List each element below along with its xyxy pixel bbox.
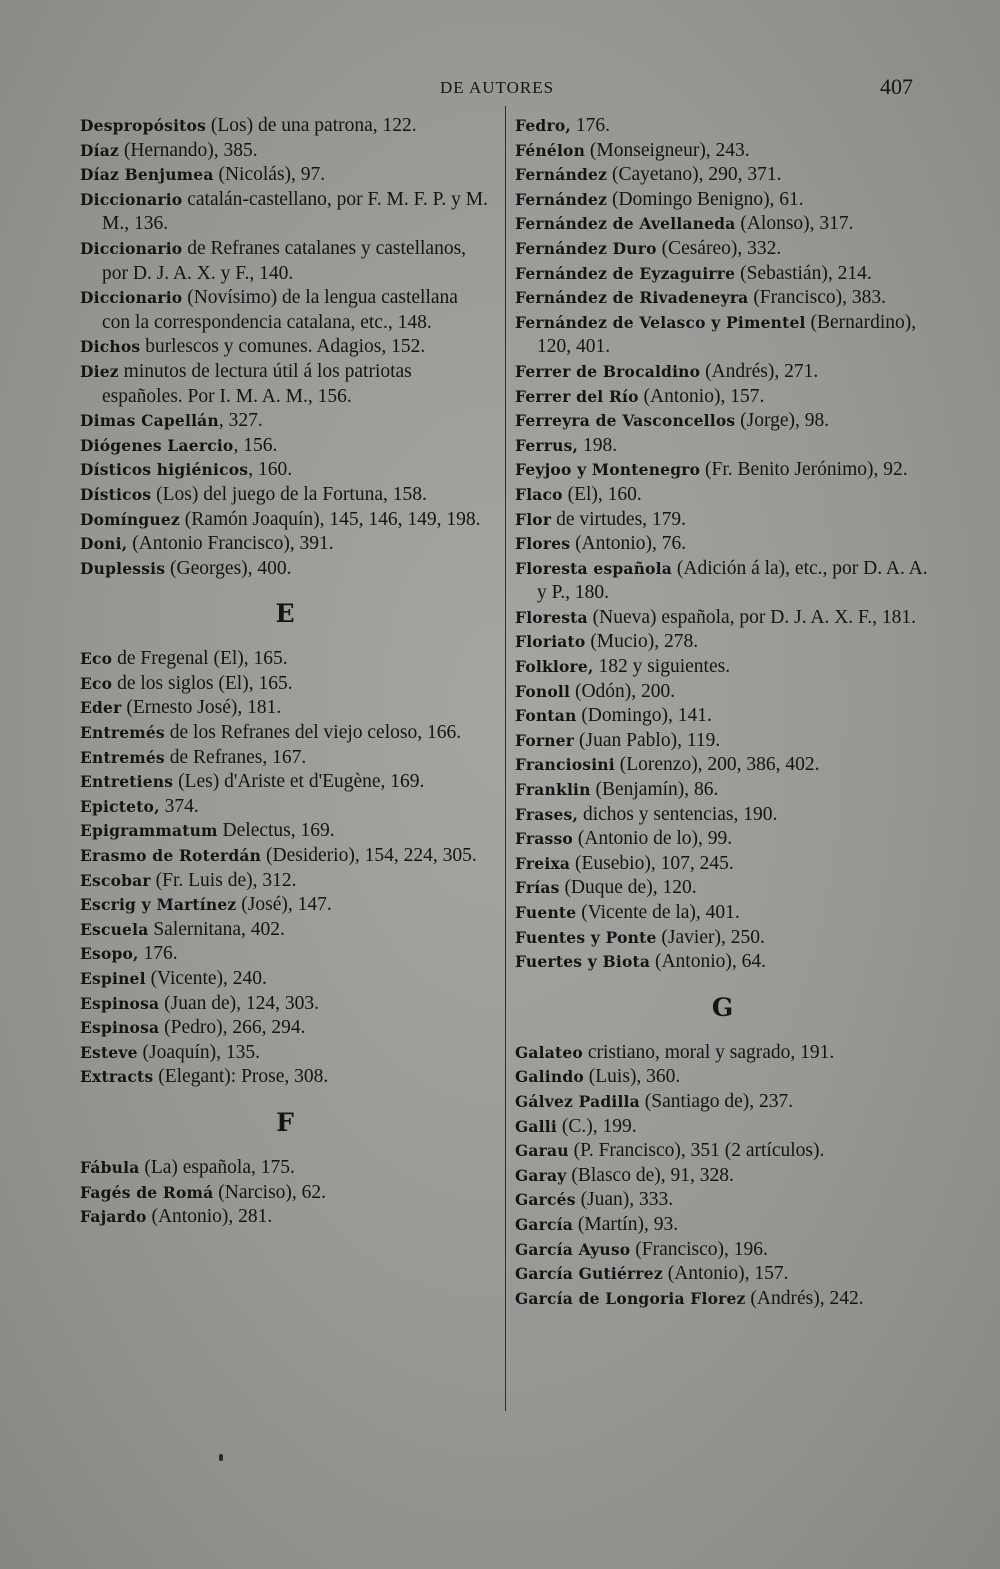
index-entry (80, 532, 490, 557)
index-entry (80, 335, 490, 360)
column-divider (505, 106, 506, 1411)
entry-heading: Dísticos higiénicos (80, 460, 249, 480)
entry-text: (Francisco), 196. (630, 1238, 768, 1260)
entry-text: burlescos y comunes. Adagios, 152. (140, 336, 426, 358)
index-entry (515, 901, 930, 926)
index-entry (515, 1287, 930, 1312)
entry-text: (Ramón Joaquín), 145, 146, 149, 198. (179, 508, 481, 530)
index-entry (80, 139, 490, 164)
index-entry (515, 1262, 930, 1287)
entry-text: de los siglos (El), 165. (112, 672, 293, 694)
entry-heading: Fuentes y Ponte (515, 927, 657, 947)
entry-text: 198. (578, 434, 618, 456)
index-entry (80, 819, 490, 844)
entry-heading: Dichos (80, 337, 141, 357)
index-entry (80, 1065, 490, 1090)
entry-heading: Ferreyra de Vasconcellos (515, 411, 736, 431)
index-entry (515, 926, 930, 951)
entry-heading: Floresta española (515, 558, 672, 578)
entry-heading: Fontan (515, 706, 577, 726)
entry-heading: Fábula (80, 1157, 140, 1177)
index-entry (515, 876, 930, 901)
page-number: 407 (880, 74, 913, 99)
entry-text: (Jorge), 98. (735, 410, 830, 432)
entry-heading: Epigrammatum (80, 821, 218, 841)
entry-heading: Freixa (515, 853, 571, 873)
entry-heading: Floresta (515, 607, 588, 627)
entry-heading: Garcés (515, 1190, 576, 1210)
entry-heading: Despropósitos (80, 116, 206, 135)
entry-heading: Entretiens (80, 772, 174, 792)
entry-heading: García Gutiérrez (515, 1264, 663, 1284)
running-title: DE AUTORES (440, 78, 555, 97)
index-entry (80, 483, 490, 508)
index-entry (515, 508, 930, 533)
entry-text: de Fregenal (El), 165. (112, 648, 288, 670)
index-entry (515, 360, 930, 385)
index-entry (515, 458, 930, 483)
entry-text: (Antonio), 76. (570, 533, 687, 555)
entry-heading: Escobar (80, 870, 151, 890)
entry-text: (Joaquín), 135. (137, 1041, 261, 1063)
index-entry (515, 262, 930, 287)
entry-heading: Diez (80, 361, 119, 381)
entry-heading: Forner (515, 730, 575, 750)
entry-text: (Vicente de la), 401. (576, 902, 740, 923)
entry-text: (Domingo), 141. (576, 705, 712, 727)
left-column (80, 114, 490, 1230)
entry-text: minutos de lectura útil á los patriotas españoles. Por I. M. A. M., 156. (102, 360, 412, 407)
ink-speck (219, 1454, 223, 1461)
entry-heading: Folklore, (515, 657, 594, 677)
index-entry (80, 795, 490, 820)
entry-text: (Eusebio), 107, 245. (570, 852, 734, 874)
index-entry (515, 532, 930, 557)
entry-heading: Fernández de Rivadeneyra (515, 288, 749, 308)
entry-heading: Fuente (515, 903, 577, 922)
entry-text: Delectus, 169. (217, 820, 335, 842)
entry-heading: Garay (515, 1165, 567, 1185)
entry-heading: Eco (80, 649, 113, 669)
entry-text: (C.), 199. (556, 1115, 637, 1137)
index-entry (515, 655, 930, 680)
entry-text: catalán-castellano, por F. M. F. P. y M. M., 136. (102, 188, 488, 235)
entry-heading: Ferrer del Río (515, 386, 639, 406)
index-entry (515, 1139, 930, 1164)
entry-text: (Fr. Benito Jerónimo), 92. (700, 459, 908, 481)
entry-text: (Andrés), 242. (745, 1287, 864, 1309)
index-entry (515, 188, 930, 213)
entry-text: (Javier), 250. (656, 926, 765, 948)
entry-text: , 327. (218, 410, 263, 432)
entry-heading: Fernández de Avellaneda (515, 214, 736, 234)
entry-heading: Duplessis (80, 558, 166, 578)
entry-text: (Georges), 400. (165, 557, 292, 579)
entry-heading: Fernández de Eyzaguirre (515, 263, 736, 283)
entry-heading: Frasso (515, 829, 573, 849)
entry-heading: Frías (515, 878, 560, 898)
entry-text: cristiano, moral y sagrado, 191. (582, 1041, 835, 1063)
entry-heading: Galindo (515, 1067, 584, 1087)
entry-heading: Fernández de Velasco y Pimentel (515, 312, 806, 332)
index-entry (515, 483, 930, 508)
index-entry (515, 606, 930, 631)
entry-heading: Diccionario (80, 189, 183, 209)
entry-heading: Flores (515, 534, 571, 554)
index-entry (80, 557, 490, 582)
entry-text: (Mucio), 278. (585, 631, 699, 653)
entry-text: de Refranes, 167. (164, 746, 307, 768)
entry-text: , 156. (233, 434, 278, 456)
entry-text: (Elegant): Prose, 308. (153, 1066, 329, 1088)
entry-heading: Fernández (515, 189, 608, 209)
entry-heading: Ferrus, (515, 435, 579, 455)
index-entry (80, 1041, 490, 1066)
entry-heading: Eco (80, 673, 113, 693)
entry-heading: García Ayuso (515, 1239, 631, 1259)
entry-text: (Antonio), 64. (650, 951, 767, 973)
entry-text: (Juan de), 124, 303. (159, 992, 320, 1014)
index-entry (515, 385, 930, 410)
entry-heading: Fagés de Romá (80, 1182, 214, 1202)
index-entry (515, 286, 930, 311)
right-column (515, 114, 930, 1311)
entry-heading: Frases, (515, 804, 579, 824)
entry-text: (Juan Pablo), 119. (574, 729, 721, 751)
index-entry (515, 311, 930, 360)
index-entry (80, 967, 490, 992)
entry-text: (Fr. Luis de), 312. (150, 869, 297, 891)
entry-text: (José), 147. (236, 894, 332, 916)
entry-text: (El), 160. (562, 483, 642, 505)
entry-text: , 160. (248, 459, 293, 481)
entry-heading: Esopo, (80, 944, 139, 964)
entry-text: (Sebastián), 214. (735, 262, 872, 284)
entry-text: (Novísimo) de la lengua castellana con la correspondencia catalana, etc., 148. (102, 287, 458, 333)
entry-text: (Vicente), 240. (145, 968, 267, 989)
index-entry (515, 803, 930, 828)
entry-text: 182 y siguientes. (593, 656, 731, 678)
index-entry (515, 680, 930, 705)
entry-text: (Antonio), 157. (662, 1263, 789, 1285)
entry-text: (Hernando), 385. (118, 139, 258, 161)
index-entry (80, 114, 490, 139)
entry-text: (Benjamín), 86. (590, 779, 719, 801)
entry-heading: Escrig y Martínez (80, 895, 237, 915)
entry-heading: Feyjoo y Montenegro (515, 460, 701, 480)
entry-text: (Antonio), 157. (638, 385, 765, 407)
index-entry (80, 672, 490, 697)
entry-heading: Franciosini (515, 755, 615, 775)
index-entry (515, 704, 930, 729)
entry-text: (Blasco de), 91, 328. (566, 1164, 734, 1186)
entry-text: (Los) de una patrona, 122. (206, 115, 417, 136)
index-entry (80, 721, 490, 746)
index-entry (515, 753, 930, 778)
entry-heading: Doni, (80, 534, 128, 554)
entry-heading: Fénélon (515, 140, 586, 160)
entry-text: (Juan), 333. (575, 1189, 674, 1211)
index-entry (515, 237, 930, 262)
entry-text: (La) española, 175. (139, 1156, 295, 1178)
index-entry (80, 770, 490, 795)
index-entry (515, 852, 930, 877)
index-entry (80, 434, 490, 459)
index-entry (80, 992, 490, 1017)
index-entry (515, 409, 930, 434)
entry-text: (P. Francisco), 351 (2 artículos). (568, 1140, 825, 1162)
entry-text: (Cayetano), 290, 371. (607, 164, 782, 186)
entry-heading: Galli (515, 1116, 557, 1136)
entry-heading: Flaco (515, 484, 563, 504)
index-entry (515, 163, 930, 188)
page-header (0, 74, 1000, 104)
entry-heading: Espinel (80, 969, 146, 988)
section-letter: E (275, 599, 295, 629)
entry-heading: Esteve (80, 1042, 138, 1062)
index-entry (80, 942, 490, 967)
entry-heading: Garau (515, 1141, 569, 1161)
entry-heading: Escuela (80, 919, 149, 939)
entry-text: (Francisco), 383. (748, 287, 886, 309)
index-entry (515, 729, 930, 754)
index-entry (515, 1213, 930, 1238)
index-entry (80, 409, 490, 434)
entry-heading: Eder (80, 698, 122, 718)
entry-heading: García de Longoria Florez (515, 1288, 746, 1308)
entry-heading: Diccionario (80, 238, 183, 258)
index-entry (80, 696, 490, 721)
entry-heading: Díaz (80, 140, 119, 160)
index-entry (515, 212, 930, 237)
index-entry (80, 508, 490, 533)
entry-heading: Erasmo de Roterdán (80, 846, 262, 866)
entry-heading: Fajardo (80, 1207, 147, 1227)
entry-text: (Luis), 360. (583, 1066, 681, 1088)
entry-heading: Galateo (515, 1042, 583, 1062)
index-entry (80, 1156, 490, 1181)
entry-text: 176. (138, 943, 178, 965)
index-entry (80, 1205, 490, 1230)
entry-text: (Santiago de), 237. (639, 1090, 794, 1112)
entry-heading: García (515, 1214, 574, 1234)
entry-text: (Adición á la), etc., por D. A. A. y P., 180. (537, 557, 928, 604)
entry-text: (Cesáreo), 332. (656, 237, 782, 259)
entry-text: (Desiderio), 154, 224, 305. (261, 845, 477, 867)
entry-text: (Los) del juego de la Fortuna, 158. (151, 483, 427, 505)
entry-text: (Duque de), 120. (559, 877, 697, 899)
index-entry (80, 647, 490, 672)
index-entry (80, 237, 490, 286)
entry-text: (Monseigneur), 243. (585, 139, 750, 161)
section-letter: F (276, 1107, 294, 1137)
entry-heading: Fedro, (515, 116, 571, 135)
index-entry (80, 188, 490, 237)
index-entry (80, 458, 490, 483)
entry-heading: Extracts (80, 1067, 154, 1087)
entry-text: (Nueva) española, por D. J. A. X. F., 181. (587, 606, 917, 628)
entry-text: 374. (159, 795, 199, 817)
entry-heading: Espinosa (80, 993, 160, 1013)
entry-heading: Franklin (515, 780, 591, 800)
entry-heading: Fonoll (515, 681, 571, 701)
entry-text: (Lorenzo), 200, 386, 402. (614, 754, 820, 776)
index-entry (80, 360, 490, 409)
entry-text: (Ernesto José), 181. (121, 697, 282, 719)
index-entry (515, 1041, 930, 1066)
entry-text: de virtudes, 179. (551, 508, 687, 530)
index-entry (515, 557, 930, 606)
entry-heading: Gálvez Padilla (515, 1091, 640, 1111)
index-entry (515, 778, 930, 803)
entry-text: (Odón), 200. (570, 680, 676, 702)
entry-text: (Domingo Benigno), 61. (607, 188, 804, 210)
entry-text: (Bernardino), 120, 401. (537, 311, 917, 358)
entry-text: (Martín), 93. (573, 1213, 679, 1235)
index-entry (80, 163, 490, 188)
entry-text: de los Refranes del viejo celoso, 166. (164, 722, 462, 744)
index-entry (515, 434, 930, 459)
index-entry (515, 1115, 930, 1140)
index-entry (80, 286, 490, 335)
index-entry (80, 1181, 490, 1206)
entry-text: (Pedro), 266, 294. (159, 1017, 306, 1039)
entry-text: (Nicolás), 97. (213, 164, 326, 186)
entry-text: Salernitana, 402. (148, 918, 285, 940)
entry-heading: Diccionario (80, 288, 183, 308)
entry-text: (Narciso), 62. (213, 1181, 327, 1203)
entry-heading: Entremés (80, 723, 165, 743)
entry-heading: Dimas Capellán (80, 411, 219, 431)
entry-text: dichos y sentencias, 190. (578, 803, 778, 825)
entry-heading: Dísticos (80, 484, 152, 504)
index-entry (515, 1065, 930, 1090)
entry-heading: Diógenes Laercio (80, 435, 234, 455)
entry-heading: Entremés (80, 747, 165, 767)
index-entry (80, 918, 490, 943)
entry-heading: Fernández Duro (515, 238, 657, 258)
entry-text: de Refranes catalanes y castellanos, por D. J. A. X. y F., 140. (102, 237, 467, 284)
entry-text: (Andrés), 271. (700, 360, 819, 382)
entry-heading: Fuertes y Biota (515, 952, 651, 972)
entry-heading: Domínguez (80, 509, 180, 529)
entry-heading: Epicteto, (80, 796, 160, 816)
index-entry (80, 869, 490, 894)
index-entry (80, 1016, 490, 1041)
entry-heading: Flor (515, 509, 552, 529)
entry-heading: Díaz Benjumea (80, 165, 214, 185)
entry-text: (Antonio de lo), 99. (572, 828, 733, 850)
entry-heading: Espinosa (80, 1018, 160, 1038)
entry-heading: Floriato (515, 632, 586, 652)
index-entry (80, 844, 490, 869)
entry-text: (Les) d'Ariste et d'Eugène, 169. (173, 771, 425, 793)
index-entry (515, 1188, 930, 1213)
index-entry (80, 893, 490, 918)
section-letter: G (711, 992, 734, 1022)
entry-heading: Fernández (515, 165, 608, 185)
index-entry (515, 950, 930, 975)
index-entry (515, 1238, 930, 1263)
index-entry (515, 1090, 930, 1115)
entry-text: (Antonio Francisco), 391. (127, 533, 334, 555)
entry-heading: Ferrer de Brocaldino (515, 361, 701, 381)
index-entry (80, 746, 490, 771)
index-entry (515, 630, 930, 655)
entry-text: (Antonio), 281. (146, 1206, 273, 1228)
index-entry (515, 114, 930, 139)
index-entry (515, 827, 930, 852)
index-entry (515, 139, 930, 164)
index-entry (515, 1164, 930, 1189)
entry-text: (Alonso), 317. (735, 213, 854, 235)
entry-text: 176. (570, 115, 610, 136)
